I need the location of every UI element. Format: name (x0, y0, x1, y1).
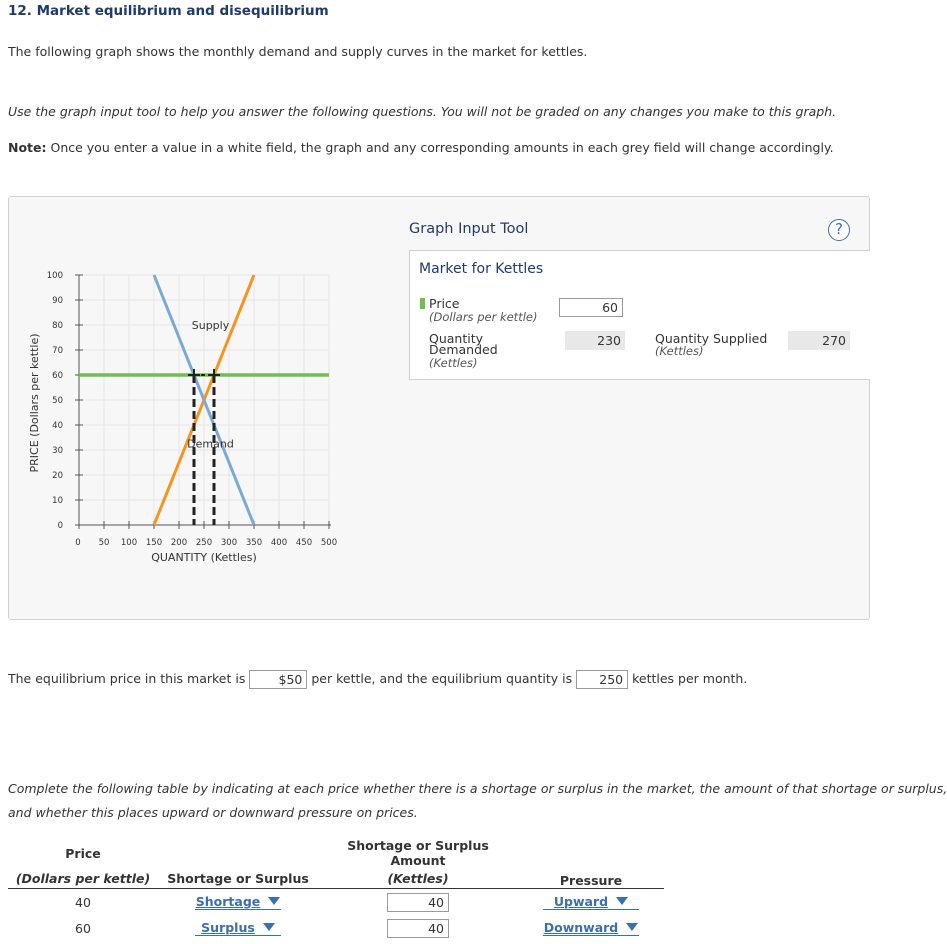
y-tick-label: 70 (52, 346, 63, 356)
chevron-down-icon (616, 897, 628, 905)
eq-text-before: The equilibrium price in this market is (8, 671, 246, 686)
col-amount-unit: (Kettles) (387, 870, 449, 886)
table-instruction-1: Complete the following table by indicating at each price whether there is a shortage or surplus in the market, the amount of that shortage or surplus, (8, 781, 947, 796)
x-tick-label: 450 (295, 538, 313, 548)
row-price: 60 (75, 920, 91, 936)
chevron-down-icon (263, 923, 275, 931)
y-tick-label: 100 (46, 271, 63, 281)
y-axis-title: PRICE (Dollars per kettle) (28, 333, 41, 473)
y-tick-label: 80 (52, 321, 63, 331)
shortage-surplus-dropdown[interactable] (195, 920, 281, 936)
supply-label: Supply (191, 319, 230, 332)
x-tick-label: 50 (98, 538, 110, 548)
note-text: Once you enter a value in a white field, the graph and any corresponding amounts in each grey field will change accordingly. (46, 140, 834, 155)
shortage-surplus-table (8, 838, 664, 941)
market-title: Market for Kettles (419, 261, 544, 277)
y-tick-label: 10 (52, 496, 63, 506)
qd-unit: (Kettles) (429, 356, 478, 370)
note-label: Note: (8, 140, 47, 155)
demand-label: Demand (187, 437, 234, 451)
pressure-dropdown[interactable] (543, 920, 639, 936)
quantity-demanded-value: 230 (565, 331, 625, 350)
help-icon[interactable]: ? (828, 219, 850, 241)
col-pressure-header: Pressure (518, 868, 664, 889)
question-title: 12. Market equilibrium and disequilibrium (8, 3, 329, 19)
y-tick-label: 20 (52, 471, 63, 481)
chevron-down-icon (626, 923, 638, 931)
graph-input-tool-header: Graph Input Tool (409, 221, 529, 237)
x-tick-label: 0 (75, 538, 81, 548)
dropdown-value: Upward (553, 894, 609, 909)
y-tick-label: 30 (52, 446, 63, 456)
col-pressure-header-top (518, 838, 664, 868)
col-amount-header: Shortage or Surplus Amount (347, 838, 489, 868)
table-row (8, 915, 664, 941)
row-price: 40 (8, 889, 158, 916)
dropdown-value: Shortage (195, 894, 261, 909)
y-tick-label: 90 (52, 296, 63, 306)
x-tick-label: 400 (270, 538, 288, 548)
equilibrium-price-input[interactable]: $50 (249, 670, 307, 689)
qd-label-2: Demanded (429, 342, 498, 357)
supply-demand-chart (10, 268, 350, 568)
table-row (8, 889, 664, 916)
y-tick-label: 0 (57, 521, 63, 531)
y-tick-label: 40 (52, 421, 63, 431)
eq-text-middle: per kettle, and the equilibrium quantity is (311, 671, 573, 686)
price-line-swatch (420, 298, 425, 309)
graph-input-panel (409, 250, 870, 380)
x-tick-label: 100 (120, 538, 138, 548)
col-ss-header: Shortage or Surplus (167, 870, 309, 886)
instruction-text: Use the graph input tool to help you answer the following questions. You will not be graded on any changes you make to this graph. (8, 104, 837, 119)
x-tick-label: 300 (220, 538, 238, 548)
qs-unit: (Kettles) (655, 344, 704, 358)
eq-text-after: kettles per month. (632, 671, 748, 686)
shortage-surplus-dropdown[interactable] (195, 894, 281, 910)
x-tick-label: 150 (145, 538, 163, 548)
intro-text: The following graph shows the monthly demand and supply curves in the market for kettles. (8, 44, 588, 59)
x-tick-label: 250 (195, 538, 213, 548)
chevron-down-icon (268, 897, 280, 905)
amount-input[interactable]: 40 (387, 919, 449, 938)
x-tick-label: 500 (320, 538, 338, 548)
equilibrium-sentence (8, 670, 747, 689)
price-label: Price (429, 296, 460, 311)
equilibrium-quantity-input[interactable]: 250 (576, 670, 628, 689)
amount-input[interactable]: 40 (387, 893, 449, 912)
price-input[interactable]: 60 (559, 298, 623, 317)
x-tick-label: 350 (245, 538, 263, 548)
pressure-dropdown[interactable] (543, 894, 639, 910)
note-line (8, 140, 834, 155)
quantity-supplied-value: 270 (788, 331, 850, 350)
price-unit: (Dollars per kettle) (429, 310, 538, 324)
price-field-label (420, 298, 460, 310)
y-tick-label: 60 (52, 371, 63, 381)
col-price-header: Price (65, 845, 101, 861)
y-tick-label: 50 (52, 396, 63, 406)
table-instruction-2: and whether this places upward or downward pressure on prices. (8, 805, 418, 820)
dropdown-value: Downward (543, 920, 619, 935)
x-tick-label: 200 (170, 538, 188, 548)
col-price-unit: (Dollars per kettle) (15, 870, 151, 886)
qs-label: Quantity Supplied (655, 331, 768, 346)
qd-label-1: Quantity (429, 331, 484, 346)
dropdown-value: Surplus (201, 920, 255, 935)
col-ss-header-top (158, 838, 318, 868)
x-axis-title: QUANTITY (Kettles) (151, 551, 257, 564)
